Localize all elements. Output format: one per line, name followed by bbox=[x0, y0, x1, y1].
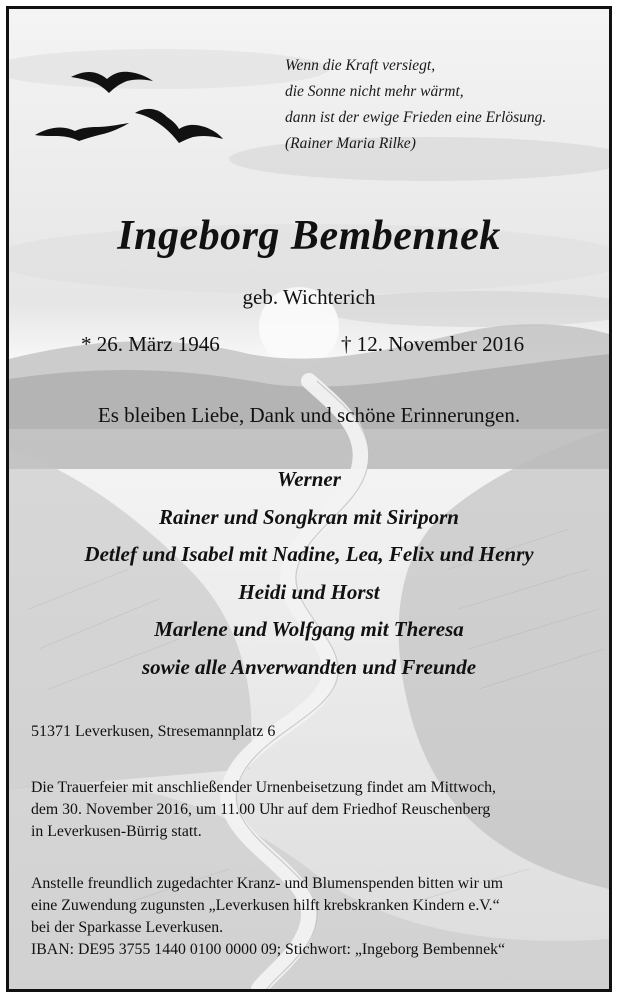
bird-icon bbox=[135, 109, 223, 143]
quote-attribution: (Rainer Maria Rilke) bbox=[285, 135, 416, 152]
info-line: dem 30. November 2016, um 11.00 Uhr auf dem Friedhof Reuschenberg bbox=[31, 801, 491, 818]
bird-icon bbox=[35, 123, 129, 141]
info-line: bei der Sparkasse Leverkusen. bbox=[31, 919, 224, 936]
obituary-notice bbox=[6, 6, 612, 992]
mourner-line: Rainer und Songkran mit Siriporn bbox=[159, 504, 459, 529]
mourner-line: Detlef und Isabel mit Nadine, Lea, Felix und Henry bbox=[84, 542, 534, 566]
info-line: eine Zuwendung zugunsten „Leverkusen hilft krebskranken Kindern e.V.“ bbox=[31, 897, 500, 914]
rilke-quote bbox=[285, 53, 546, 157]
info-line: Anstelle freundlich zugedachter Kranz- und Blumenspenden bitten wir um bbox=[31, 875, 504, 892]
iban-line: IBAN: DE95 3755 1440 0100 0000 09; Stichwort: „Ingeborg Bembennek“ bbox=[31, 941, 505, 958]
mourner-line: Marlene und Wolfgang mit Theresa bbox=[154, 617, 464, 641]
donation-info bbox=[31, 873, 505, 961]
maiden-name: geb. Wichterich bbox=[242, 285, 376, 309]
mourner-line: Heidi und Horst bbox=[238, 579, 380, 604]
birth-date: * 26. März 1946 bbox=[81, 332, 220, 356]
deceased-name: Ingeborg Bembennek bbox=[117, 213, 501, 259]
family-address: 51371 Leverkusen, Stresemannplatz 6 bbox=[31, 723, 276, 740]
mourner-line: sowie alle Anverwandten und Freunde bbox=[141, 654, 477, 679]
bird-icon bbox=[71, 72, 153, 93]
mourner-line: Werner bbox=[277, 467, 341, 491]
info-line: Die Trauerfeier mit anschließender Urnenbeisetzung findet am Mittwoch, bbox=[31, 779, 496, 796]
memorial-motto: Es bleiben Liebe, Dank und schöne Erinnerungen. bbox=[97, 403, 521, 427]
mourners-list bbox=[9, 461, 609, 686]
info-line: in Leverkusen-Bürrig statt. bbox=[31, 823, 202, 840]
quote-line: die Sonne nicht mehr wärmt, bbox=[285, 83, 464, 100]
quote-line: dann ist der ewige Frieden eine Erlösung. bbox=[285, 109, 547, 126]
quote-line: Wenn die Kraft versiegt, bbox=[285, 57, 436, 74]
funeral-info bbox=[31, 777, 496, 843]
death-date: † 12. November 2016 bbox=[341, 332, 525, 356]
